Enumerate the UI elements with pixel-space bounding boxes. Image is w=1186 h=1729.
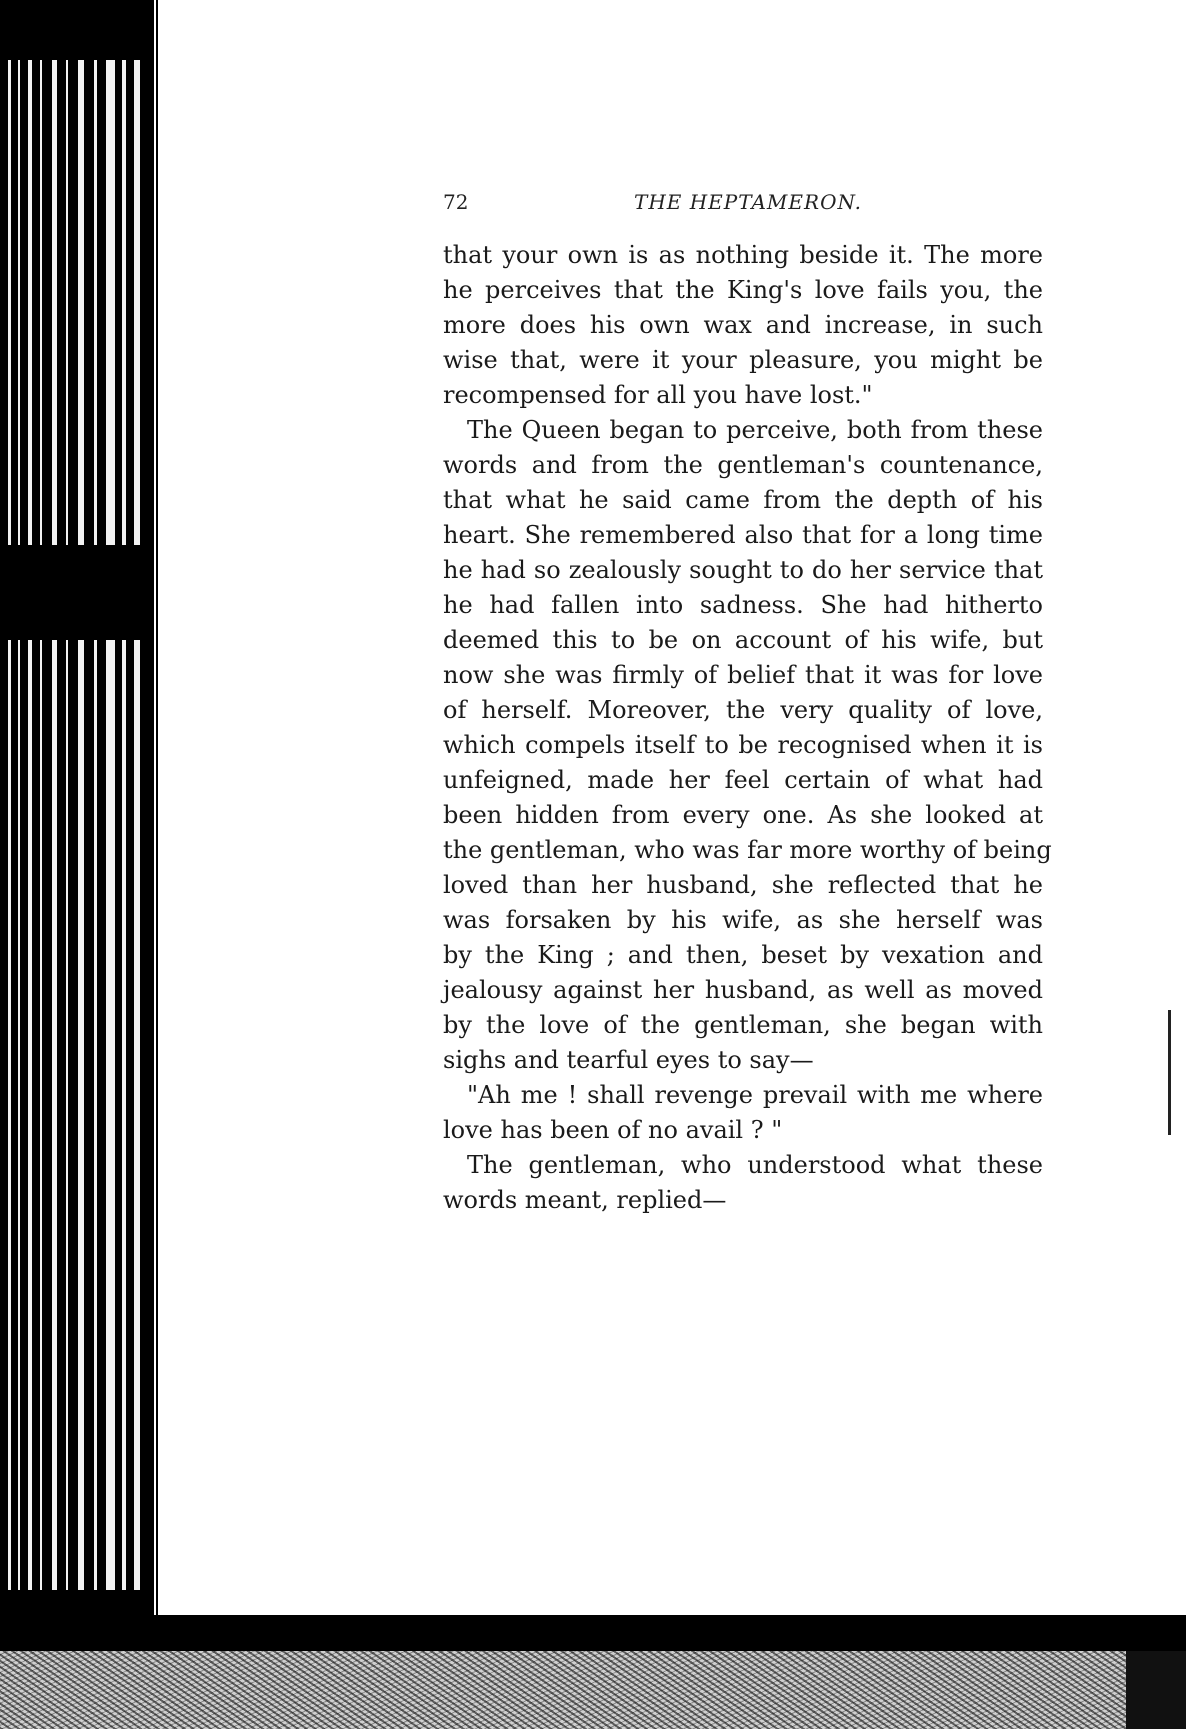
text-line: that your own is as nothing beside it. The more (443, 241, 1043, 269)
scan-mark (1168, 1010, 1171, 1135)
text-line: unfeigned, made her feel certain of what had (443, 766, 1043, 794)
text-line: sighs and tearful eyes to say— (443, 1046, 814, 1074)
text-line: that what he said came from the depth of his (443, 486, 1043, 514)
text-line: by the King ; and then, beset by vexation and (443, 941, 1043, 969)
paragraph (443, 413, 1052, 1078)
text-line: The Queen began to perceive, both from these (467, 416, 1043, 444)
paragraph (443, 238, 1043, 413)
text-line: deemed this to be on account of his wife, but (443, 626, 1043, 654)
text-line: he had fallen into sadness. She had hitherto (443, 591, 1043, 619)
text-line: by the love of the gentleman, she began with (443, 1011, 1043, 1039)
text-line: words and from the gentleman's countenance, (443, 451, 1043, 479)
paragraph (443, 1148, 1043, 1218)
text-line: which compels itself to be recognised when it is (443, 731, 1043, 759)
text-line: the gentleman, who was far more worthy of being (443, 836, 1052, 864)
page-number: 72 (443, 190, 469, 214)
text-line: loved than her husband, she reflected that he (443, 871, 1043, 899)
text-line: The gentleman, who understood what these (467, 1151, 1043, 1179)
text-line: of herself. Moreover, the very quality of love, (443, 696, 1043, 724)
paragraph (443, 1078, 1043, 1148)
running-title: THE HEPTAMERON. (634, 190, 863, 214)
page-header (443, 190, 1043, 220)
text-line: jealousy against her husband, as well as moved (443, 976, 1043, 1004)
text-line: more does his own wax and increase, in such (443, 311, 1043, 339)
text-line: now she was firmly of belief that it was for love (443, 661, 1043, 689)
text-line: recompensed for all you have lost." (443, 381, 873, 409)
scan-corner (1126, 1651, 1186, 1729)
text-line: he perceives that the King's love fails you, the (443, 276, 1043, 304)
scan-noise (0, 1651, 1186, 1729)
text-line: words meant, replied— (443, 1186, 727, 1214)
text-line: love has been of no avail ? " (443, 1116, 783, 1144)
text-line: he had so zealously sought to do her service that (443, 556, 1043, 584)
text-line: was forsaken by his wife, as she herself was (443, 906, 1043, 934)
text-line: been hidden from every one. As she looked at (443, 801, 1043, 829)
book-bottom-edge (0, 1615, 1186, 1651)
book-spine-edge (0, 0, 168, 1729)
text-line: "Ah me ! shall revenge prevail with me where (467, 1081, 1043, 1109)
body-text (443, 238, 1052, 1218)
text-line: heart. She remembered also that for a long time (443, 521, 1043, 549)
text-line: wise that, were it your pleasure, you might be (443, 346, 1043, 374)
